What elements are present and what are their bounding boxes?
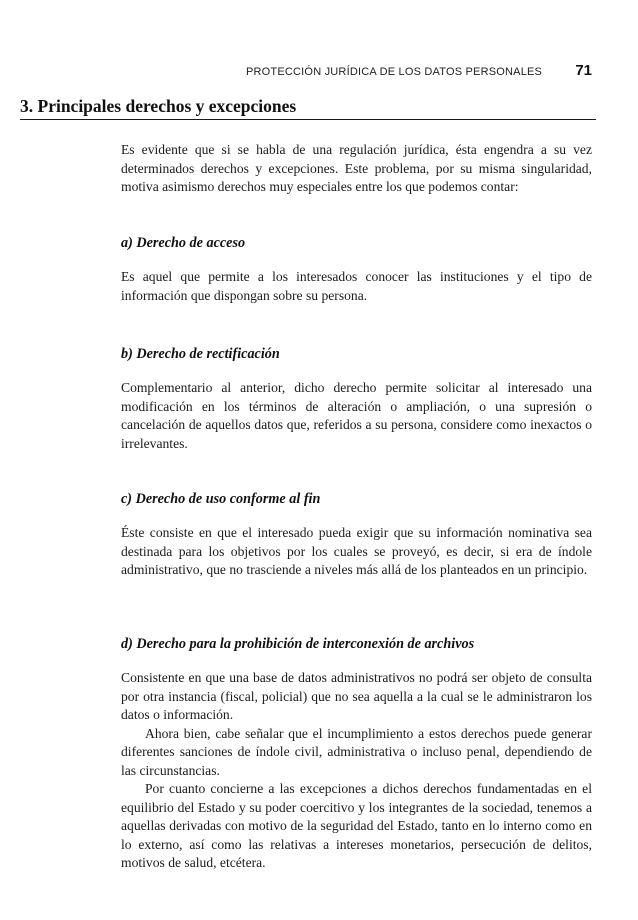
access-right-block <box>121 268 592 305</box>
subheading-rectification-right: b) Derecho de rectificación <box>121 346 280 362</box>
rectification-right-block <box>121 379 592 453</box>
purpose-use-right-block <box>121 524 592 580</box>
interconnection-prohibition-block <box>121 669 592 873</box>
sanctions-paragraph: Ahora bien, cabe señalar que el incumplimiento a estos derechos puede generar diferentes sanciones de índole civil, administrativa o incluso penal, dependiendo de las circunstancias. <box>121 725 592 778</box>
intro-paragraph-block <box>121 141 592 197</box>
access-right-paragraph: Es aquel que permite a los interesados conocer las instituciones y el tipo de información que dispongan sobre su persona. <box>121 269 592 303</box>
exceptions-paragraph: Por cuanto concierne a las excepciones a dichos derechos fundamentadas en el equilibrio del Estado y su poder coercitivo y los integrantes de la sociedad, tenemos a aquellas derivadas con motivo de la seguridad del Estado, tanto en lo interno como en lo externo, así como las relativas a intereses monetarios, persecución de delitos, motivos de salud, etcétera. <box>121 781 592 870</box>
subheading-purpose-use-right: c) Derecho de uso conforme al fin <box>121 491 321 507</box>
running-header <box>246 62 592 80</box>
interconnection-paragraph: Consistente en que una base de datos administrativos no podrá ser objeto de consulta por otra instancia (fiscal, policial) que no sea aquella a la cual se le administraron los datos o información. <box>121 670 592 722</box>
purpose-use-right-paragraph: Éste consiste en que el interesado pueda exigir que su información nominativa sea destinada para los objetivos por los cuales se proveyó, es decir, si era de índole administrativo, que no trasciende a niveles más allá de los planteados en un principio. <box>121 525 592 577</box>
intro-paragraph: Es evidente que si se habla de una regulación jurídica, ésta engendra a su vez determinados derechos y excepciones. Este problema, por su misma singularidad, motiva asimismo derechos muy especiales entre los que podemos contar: <box>121 142 592 194</box>
running-title: PROTECCIÓN JURÍDICA DE LOS DATOS PERSONALES <box>246 66 543 78</box>
page-number: 71 <box>575 62 592 79</box>
subheading-access-right: a) Derecho de acceso <box>121 235 246 251</box>
rectification-right-paragraph: Complementario al anterior, dicho derecho permite solicitar al interesado una modificación en los términos de alteración o ampliación, o una supresión o cancelación de aquellos datos que, referidos a su persona, considere como inexactos o irrelevantes. <box>121 380 592 451</box>
subheading-interconnection-prohibition: d) Derecho para la prohibición de interconexión de archivos <box>121 636 475 652</box>
section-heading: 3. Principales derechos y excepciones <box>20 94 596 120</box>
